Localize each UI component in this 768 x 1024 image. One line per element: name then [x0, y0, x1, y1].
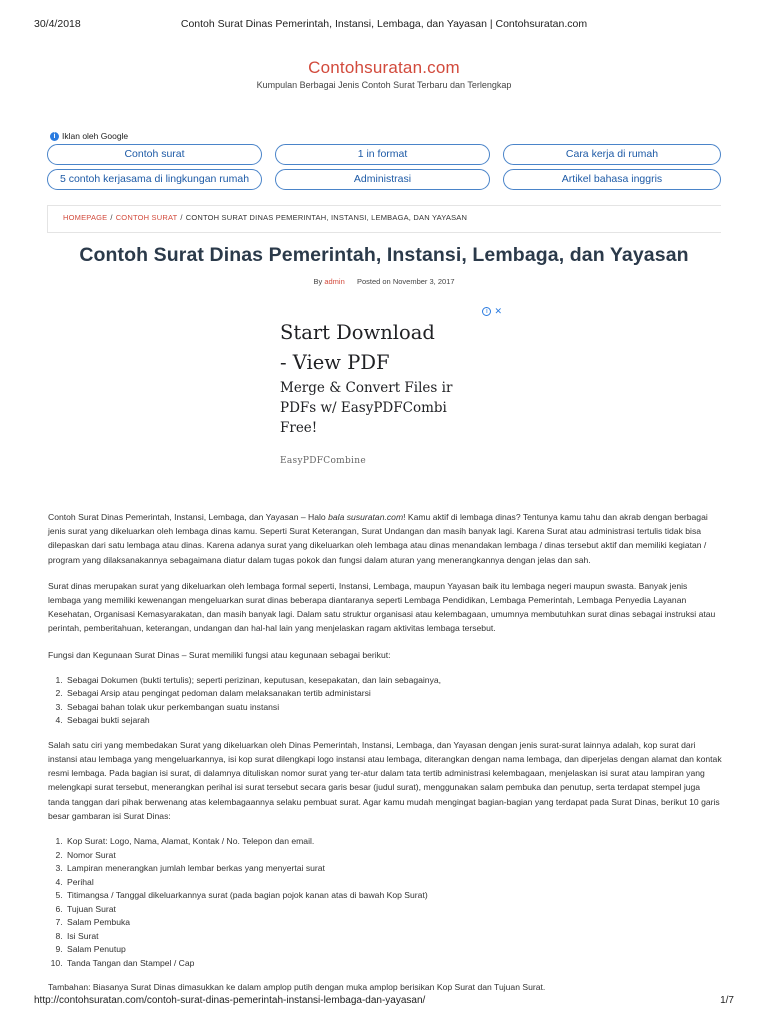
article-body	[48, 510, 722, 1006]
breadcrumb	[47, 205, 721, 233]
site-tagline: Kumpulan Berbagai Jenis Contoh Surat Terbaru dan Terlengkap	[256, 80, 512, 90]
intro-suffix: ! Kamu aktif di lembaga dinas? Tentunya kamu tahu dan akrab dengan berbagai jenis surat yang dikeluarkan oleh lembaga dinas kamu. Seperti Surat Keterangan, Surat Undangan dan masih banyak lagi. Karena Surat atau administrasi tertulis tidak bisa dilepaskan dari satu lembaga atau dinas. Karena adanya surat yang dikeluarkan oleh lembaga atau dinas menandakan lembaga / dinas tersebut aktif dan memiliki kegiatan / program yang dilaksanakannya sebagaimana diatur dalam tugas pokok dan fungsi dalam aturan yang menerangkannya dengan jelas dan sah.	[48, 512, 708, 565]
article-paragraph: Tambahan: Biasanya Surat Dinas dimasukkan ke dalam amplop putih dengan muka amplop berisikan Kop Surat dan Tujuan Surat.	[48, 982, 546, 993]
list-item: 6. Tujuan Surat	[65, 903, 722, 917]
ad-body[interactable]: Merge & Convert Files ir PDFs w/ EasyPDFCombi Free!	[280, 380, 453, 436]
intro-prefix: Contoh Surat Dinas Pemerintah, Instansi, Lembaga, dan Yayasan – Halo	[48, 512, 329, 522]
list-item: 10. Tanda Tangan dan Stampel / Cap	[65, 957, 722, 971]
page-number: 1/7	[720, 995, 734, 1006]
post-meta	[0, 277, 768, 286]
post-date: November 3, 2017	[392, 277, 455, 286]
ads-label-text: Iklan oleh Google	[62, 131, 129, 141]
post-title: Contoh Surat Dinas Pemerintah, Instansi, Lembaga, dan Yayasan	[79, 244, 689, 266]
article-intro	[48, 510, 722, 567]
ad-link-button[interactable]: Administrasi	[275, 169, 490, 190]
ad-link-grid	[47, 144, 721, 190]
functions-list	[65, 674, 722, 728]
ad-link-button[interactable]: 5 contoh kerjasama di lingkungan rumah	[47, 169, 262, 190]
parts-list	[65, 835, 722, 970]
display-ad[interactable]	[272, 306, 504, 476]
list-item: 4. Perihal	[65, 876, 722, 890]
adchoices-info-icon[interactable]: i	[482, 307, 491, 316]
list-item: 8. Isi Surat	[65, 930, 722, 944]
ad-link-button[interactable]: Artikel bahasa inggris	[503, 169, 721, 190]
article-paragraph: Surat dinas merupakan surat yang dikeluarkan oleh lembaga formal seperti, Instansi, Lembaga, maupun Yayasan baik itu lembaga negeri maupun swasta. Banyak jenis lembaga yang memiliki kewenangan mengeluarkan surat dinas beberapa diantaranya seperti Lembaga Pendidikan, Lembaga Pemerintah, Lembaga Penyedia Layanan Kesehatan, Organisasi Kemasyarakatan, dan masih banyak lagi. Dalam satu struktur organisasi atau kelembagaan, umumnya membutuhkan surat dinas sebagai instruksi atau perintah, pemberitahuan, keterangan, undangan dan hal-hal lain yang menjelaskan ragam aktivitas lembaga tersebut.	[48, 580, 716, 634]
posted-label: Posted on	[356, 277, 391, 286]
print-url: http://contohsuratan.com/contoh-surat-dinas-pemerintah-instansi-lembaga-dan-yayasan/	[34, 995, 426, 1006]
breadcrumb-category-link[interactable]: CONTOH SURAT	[115, 213, 178, 222]
ad-headline[interactable]: Start Download - View PDF	[280, 321, 435, 374]
ads-by-google-label[interactable]	[50, 131, 128, 141]
breadcrumb-home-link[interactable]: HOMEPAGE	[63, 213, 108, 222]
breadcrumb-separator: /	[180, 213, 183, 222]
breadcrumb-separator: /	[110, 213, 113, 222]
ad-advertiser[interactable]: EasyPDFCombine	[280, 456, 366, 466]
list-item: 3. Lampiran menerangkan jumlah lembar berkas yang menyertai surat	[65, 862, 722, 876]
list-item: 4. Sebagai bukti sejarah	[65, 714, 722, 728]
author-link[interactable]: admin	[324, 277, 345, 286]
ad-link-button[interactable]: Contoh surat	[47, 144, 262, 165]
site-brand	[0, 58, 768, 90]
list-item: 3. Sebagai bahan tolak ukur perkembangan suatu instansi	[65, 701, 722, 715]
intro-italic: bala susuratan.com	[328, 512, 404, 522]
list-item: 2. Sebagai Arsip atau pengingat pedoman dalam melaksanakan tertib administarsi	[65, 687, 722, 701]
breadcrumb-current: CONTOH SURAT DINAS PEMERINTAH, INSTANSI, LEMBAGA, DAN YAYASAN	[185, 213, 468, 222]
site-name[interactable]: Contohsuratan.com	[308, 58, 460, 77]
ad-close-icon[interactable]: ✕	[494, 306, 502, 316]
print-header	[34, 18, 734, 32]
list-item: 1. Sebagai Dokumen (bukti tertulis); seperti perizinan, keputusan, kesepakatan, dan lain sebagainya,	[65, 674, 722, 688]
print-date: 30/4/2018	[34, 18, 81, 30]
by-label: By	[313, 277, 323, 286]
ad-link-button[interactable]: 1 in format	[275, 144, 490, 165]
list-item: 2. Nomor Surat	[65, 849, 722, 863]
ad-link-button[interactable]: Cara kerja di rumah	[503, 144, 721, 165]
article-paragraph: Fungsi dan Kegunaan Surat Dinas – Surat memiliki fungsi atau kegunaan sebagai berikut:	[48, 649, 391, 660]
list-item: 9. Salam Penutup	[65, 943, 722, 957]
print-doc-title: Contoh Surat Dinas Pemerintah, Instansi, Lembaga, dan Yayasan | Contohsuratan.com	[180, 18, 588, 30]
adchoices[interactable]	[482, 306, 502, 317]
info-icon[interactable]: i	[50, 132, 59, 141]
list-item: 1. Kop Surat: Logo, Nama, Alamat, Kontak / No. Telepon dan email.	[65, 835, 722, 849]
print-footer	[34, 995, 734, 1009]
list-item: 5. Titimangsa / Tanggal dikeluarkannya surat (pada bagian pojok kanan atas di bawah Kop Surat)	[65, 889, 722, 903]
article-paragraph: Salah satu ciri yang membedakan Surat yang dikeluarkan oleh Dinas Pemerintah, Instansi, Lembaga, dan Yayasan dengan jenis surat-surat lainnya adalah, kop surat dari instansi atau lembaga yang mengeluarkannya, isi kop surat dilengkapi logo instansi atau lembaga, diterangkan dengan nama lembaga, dan diperjelas dengan alamat dan kontak resmi lembaga. Pada bagian isi surat, di dalamnya dituliskan nomor surat yang ter-atur dalam tata tertib administrasi kelembagaan, menjelaskan isi surat atau lampiran yang melengkapi surat tersebut, menerangkan perihal isi surat tersebut secara garis besar (judul surat), menggunakan salam pembuka dan penutup, serta terdapat stempel juga tanda tanggan dari pihak berwenang atas kelembagaannya selaku pembuat surat. Agar kamu mudah mengingat bagian-bagian yang terdapat pada Surat Dinas, berikut 10 garis besar gambaran isi Surat Dinas:	[48, 739, 722, 821]
list-item: 7. Salam Pembuka	[65, 916, 722, 930]
